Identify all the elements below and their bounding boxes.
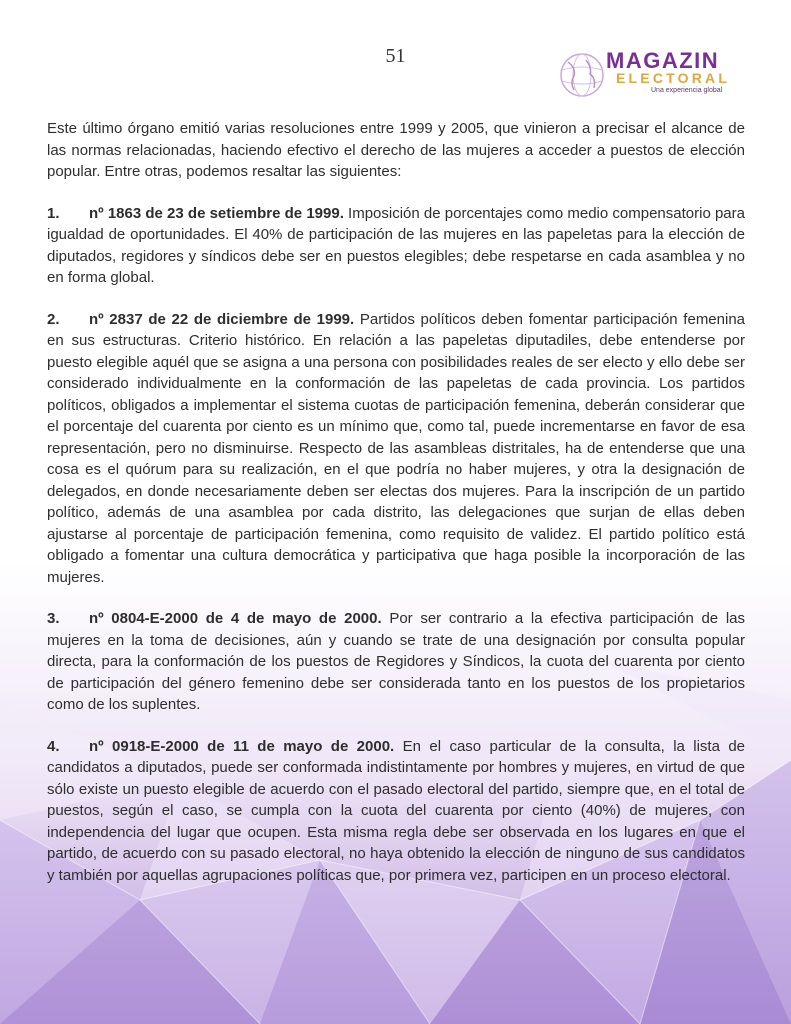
- item-number: 3.: [47, 610, 60, 627]
- logo-tagline: Una experiencia global: [651, 87, 723, 94]
- item-number: 2.: [47, 310, 60, 328]
- page-body: [47, 118, 745, 906]
- resolution-item: [47, 309, 745, 589]
- item-number: 4.: [47, 737, 60, 755]
- item-text: En el caso particular de la consulta, la lista de candidatos a diputados, puede ser conformada indistintamente por hombres y mujeres, en virtud de que sólo existe un puesto elegible de acuerdo con el pasado electoral del partido, siempre que, en el total de puestos, según el caso, se cumpla con la cuota del cuarenta por ciento (40%) de mujeres, con independencia del lugar que ocupen. Esta misma regla debe ser observada en los lugares en que el partido, de acuerdo con su pasado electoral, no haya obtenido la elección de ninguno de sus candidatos y también por aquellas agrupaciones políticas que, por primera vez, participen en un proceso electoral.: [47, 737, 746, 884]
- resolution-item: [47, 736, 745, 887]
- item-text: Imposición de porcentajes como medio compensatorio para igualdad de oportunidades. El 40% de participación de las mujeres en las papeletas para la elección de diputados, regidores y síndicos debe ser en puestos elegibles; debe respetarse en cada asamblea y no en forma global.: [47, 204, 745, 286]
- magazin-electoral-logo: [556, 48, 736, 100]
- globe-icon: [556, 48, 608, 100]
- item-heading: nº 0804-E-2000 de 4 de mayo de 2000.: [89, 610, 382, 627]
- logo-subtitle: ELECTORAL: [616, 70, 731, 86]
- item-heading: nº 2837 de 22 de diciembre de 1999.: [89, 310, 355, 328]
- resolution-item: [47, 608, 745, 716]
- resolution-item: [47, 203, 745, 289]
- item-number: 1.: [47, 204, 60, 222]
- page-number: 51: [385, 45, 406, 67]
- item-text: Partidos políticos deben fomentar participación femenina en sus estructuras. Criterio histórico. En relación a las papeletas diputadiles, debe entenderse por puesto elegible aquél que se asigna a una persona con posibilidades reales de ser electo y ello debe ser considerado individualmente en la conformación de las papeletas de cada provincia. Los partidos políticos, obligados a implementar el sistema cuotas de participación femenina, deberán considerar que el porcentaje del cuarenta por ciento es un mínimo que, como tal, puede incrementarse en favor de esa representación, pero no disminuirse. Respecto de las asambleas distritales, ha de entenderse que una cosa es el quórum para su realización, en el que podría no haber mujeres, y otra la designación de delegados, en donde necesariamente deben ser electas dos mujeres. Para la inscripción de un partido político, además de una asamblea por cada distrito, las delegaciones que surjan de ellas deben ajustarse al porcentaje de participación femenina, como requisito de validez. El partido político está obligado a fomentar una cultura democrática y participativa que haga posible la incorporación de las mujeres.: [47, 310, 746, 586]
- item-heading: nº 1863 de 23 de setiembre de 1999.: [89, 204, 344, 222]
- logo-title: MAGAZIN: [606, 48, 720, 73]
- item-heading: nº 0918-E-2000 de 11 de mayo de 2000.: [89, 737, 395, 755]
- item-text: Por ser contrario a la efectiva participación de las mujeres en la toma de decisiones, aún y cuando se trate de una designación por consulta popular directa, para la conformación de los puestos de Regidores y Síndicos, la cuota del cuarenta por ciento de participación del género femenino debe ser considerada tanto en los puestos de los propietarios como de los suplentes.: [47, 610, 745, 713]
- intro-paragraph: Este último órgano emitió varias resoluciones entre 1999 y 2005, que vinieron a precisar el alcance de las normas relacionadas, haciendo efectivo el derecho de las mujeres a acceder a puestos de elección popular. Entre otras, podemos resaltar las siguientes:: [47, 120, 745, 180]
